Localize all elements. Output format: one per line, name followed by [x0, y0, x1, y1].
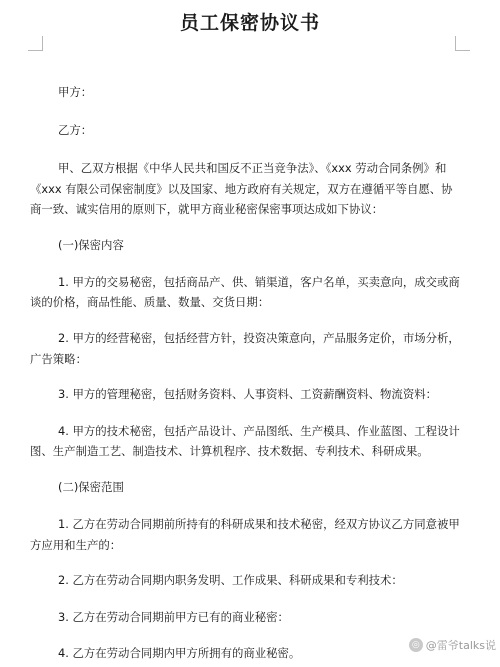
clause-line: 1. 甲方的交易秘密，包括商品产、供、销渠道，客户名单，买卖意向，成交或商	[58, 275, 460, 289]
clause-line: 3. 甲方的管理秘密，包括财务资料、人事资料、工资薪酬资料、物流资料：	[58, 387, 437, 401]
preamble-line: 甲、乙双方根据《中华人民共和国反不正当竞争法》、《xxx 劳动合同条例》和	[58, 161, 447, 175]
page-corner-mark-left	[28, 36, 43, 51]
party-a-label: 甲方：	[58, 85, 93, 99]
page-corner-mark-right	[455, 36, 470, 51]
clause-line: 1. 乙方在劳动合同期前所持有的科研成果和技术秘密，经双方协议乙方同意被甲	[58, 517, 460, 531]
clause-line: 4. 甲方的技术秘密，包括产品设计、产品图纸、生产模具、作业蓝图、工程设计	[58, 424, 460, 438]
clause-line: 图、生产制造工艺、制造技术、计算机程序、技术数据、专利技术、科研成果。	[30, 444, 429, 458]
clause-line: 广告策略：	[30, 352, 87, 366]
clause-line: 2. 甲方的经营秘密，包括经营方针，投资决策意向，产品服务定价，市场分析，	[58, 331, 460, 345]
preamble-line: 商一致、诚实信用的原则下，就甲方商业秘密保密事项达成如下协议：	[30, 202, 384, 216]
section-heading-confidential-content: (一)保密内容	[58, 238, 124, 252]
preamble-line: 《xxx 有限公司保密制度》以及国家、地方政府有关规定，双方在遵循平等自愿、协	[30, 182, 453, 196]
watermark	[409, 637, 496, 653]
clause-line: 方应用和生产的：	[30, 538, 122, 552]
circle-logo-icon: ◎	[409, 638, 423, 652]
clause-line: 2. 乙方在劳动合同期内职务发明、工作成果、科研成果和专利技术：	[58, 573, 403, 587]
clause-line: 4. 乙方在劳动合同期内甲方所拥有的商业秘密。	[58, 646, 301, 660]
clause-line: 谈的价格，商品性能、质量、数量、交货日期：	[30, 295, 270, 309]
party-b-label: 乙方：	[58, 123, 93, 137]
watermark-text: @雷爷talks说	[425, 639, 496, 652]
clause-line: 3. 乙方在劳动合同期前甲方已有的商业秘密：	[58, 610, 289, 624]
document-title: 员工保密协议书	[179, 12, 320, 34]
section-heading-confidential-scope: (二)保密范围	[58, 480, 124, 494]
